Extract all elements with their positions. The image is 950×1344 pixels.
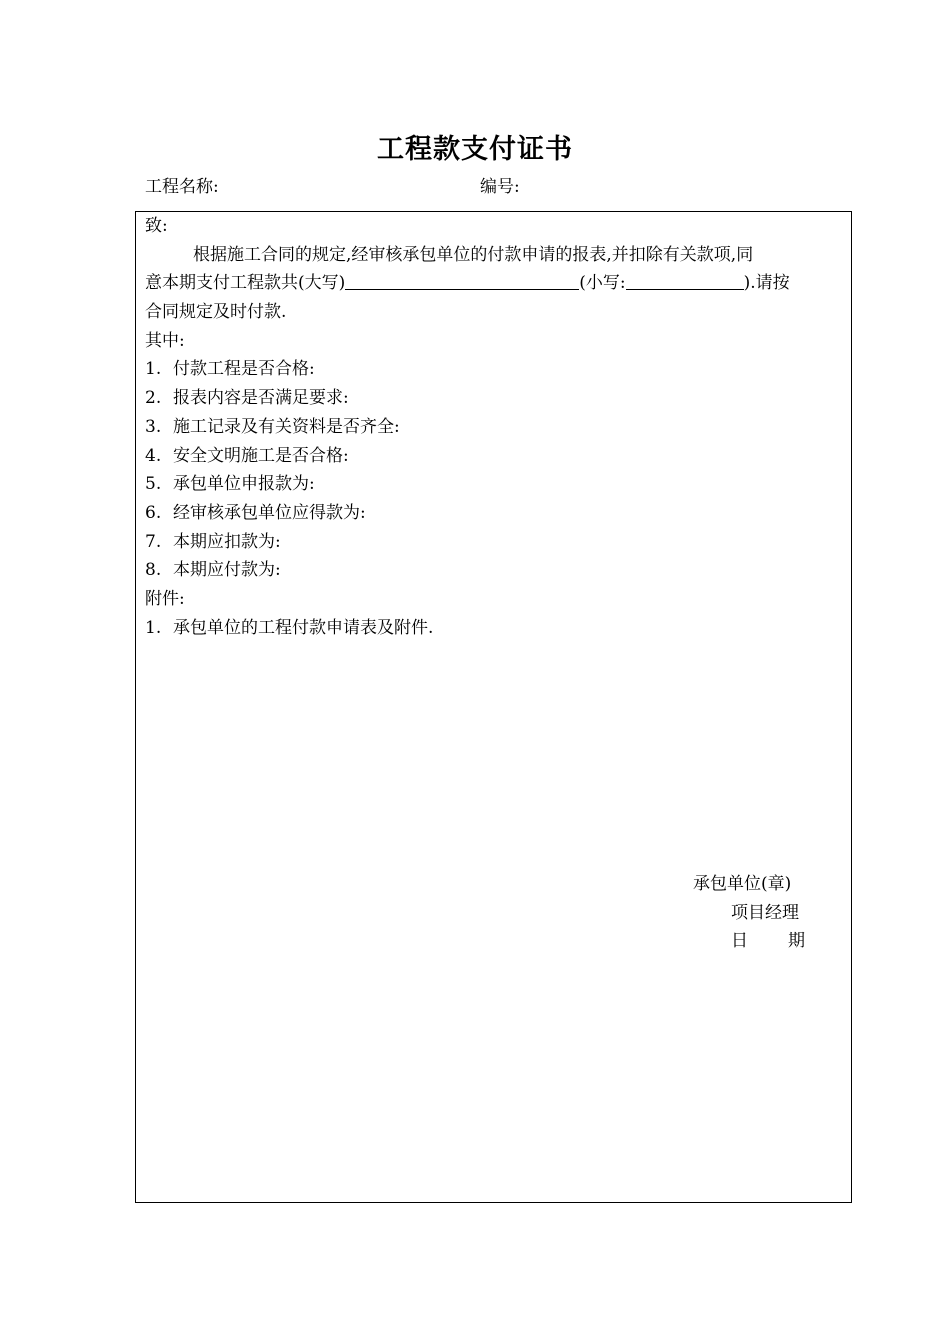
attachment-label: 附件: <box>145 588 185 609</box>
project-name-label: 工程名称: <box>145 177 219 197</box>
date-char-2: 期 <box>788 931 805 952</box>
list-item-number: 5. <box>145 474 162 495</box>
form-frame <box>135 211 852 1203</box>
attachment-number: 1. <box>145 617 162 638</box>
contractor-seal-label: 承包单位(章) <box>693 874 792 894</box>
list-item-text: 施工记录及有关资料是否齐全: <box>173 416 400 437</box>
list-item <box>145 355 845 384</box>
list-item-number: 8. <box>145 560 162 581</box>
list-item-number: 1. <box>145 359 162 380</box>
amount-figures-label: (小写: <box>579 273 626 294</box>
attachment-text: 承包单位的工程付款申请表及附件. <box>173 617 434 638</box>
list-item <box>145 528 845 557</box>
list-item <box>145 442 845 471</box>
list-item <box>145 499 845 528</box>
list-item-number: 2. <box>145 388 162 409</box>
list-item-text: 安全文明施工是否合格: <box>173 445 349 466</box>
to-label: 致: <box>145 216 168 236</box>
list-item-text: 经审核承包单位应得款为: <box>173 502 366 523</box>
signature-block <box>693 870 805 956</box>
list-item-text: 报表内容是否满足要求: <box>173 388 349 409</box>
number-label: 编号: <box>480 177 520 197</box>
list-item-text: 本期应扣款为: <box>173 531 281 552</box>
date-char-1: 日 <box>731 931 748 952</box>
form-content <box>145 212 845 642</box>
project-manager-label: 项目经理 <box>731 902 799 923</box>
paragraph-line-2-end: ).请按 <box>743 273 790 294</box>
paragraph-line-2 <box>145 269 845 298</box>
amount-words-label: 意本期支付工程款共(大写) <box>145 273 346 294</box>
list-item-number: 7. <box>145 531 162 552</box>
paragraph-line-1: 根据施工合同的规定,经审核承包单位的付款申请的报表,并扣除有关款项,同 <box>193 244 754 265</box>
amount-figures-blank[interactable] <box>626 271 744 290</box>
list-item <box>145 413 845 442</box>
paragraph-line-3: 合同规定及时付款. <box>145 302 287 323</box>
list-item-text: 付款工程是否合格: <box>173 359 315 380</box>
list-item-number: 6. <box>145 502 162 523</box>
list-item-number: 4. <box>145 445 162 466</box>
list-item-number: 3. <box>145 416 162 437</box>
list-item <box>145 470 845 499</box>
page-title: 工程款支付证书 <box>377 134 573 165</box>
list-item <box>145 384 845 413</box>
list-item-text: 本期应付款为: <box>173 560 281 581</box>
attachment-item <box>145 614 845 643</box>
list-item <box>145 556 845 585</box>
amount-words-blank[interactable] <box>345 271 579 290</box>
list-item-text: 承包单位申报款为: <box>173 474 315 495</box>
date-label <box>693 927 805 956</box>
among-label: 其中: <box>145 330 185 351</box>
